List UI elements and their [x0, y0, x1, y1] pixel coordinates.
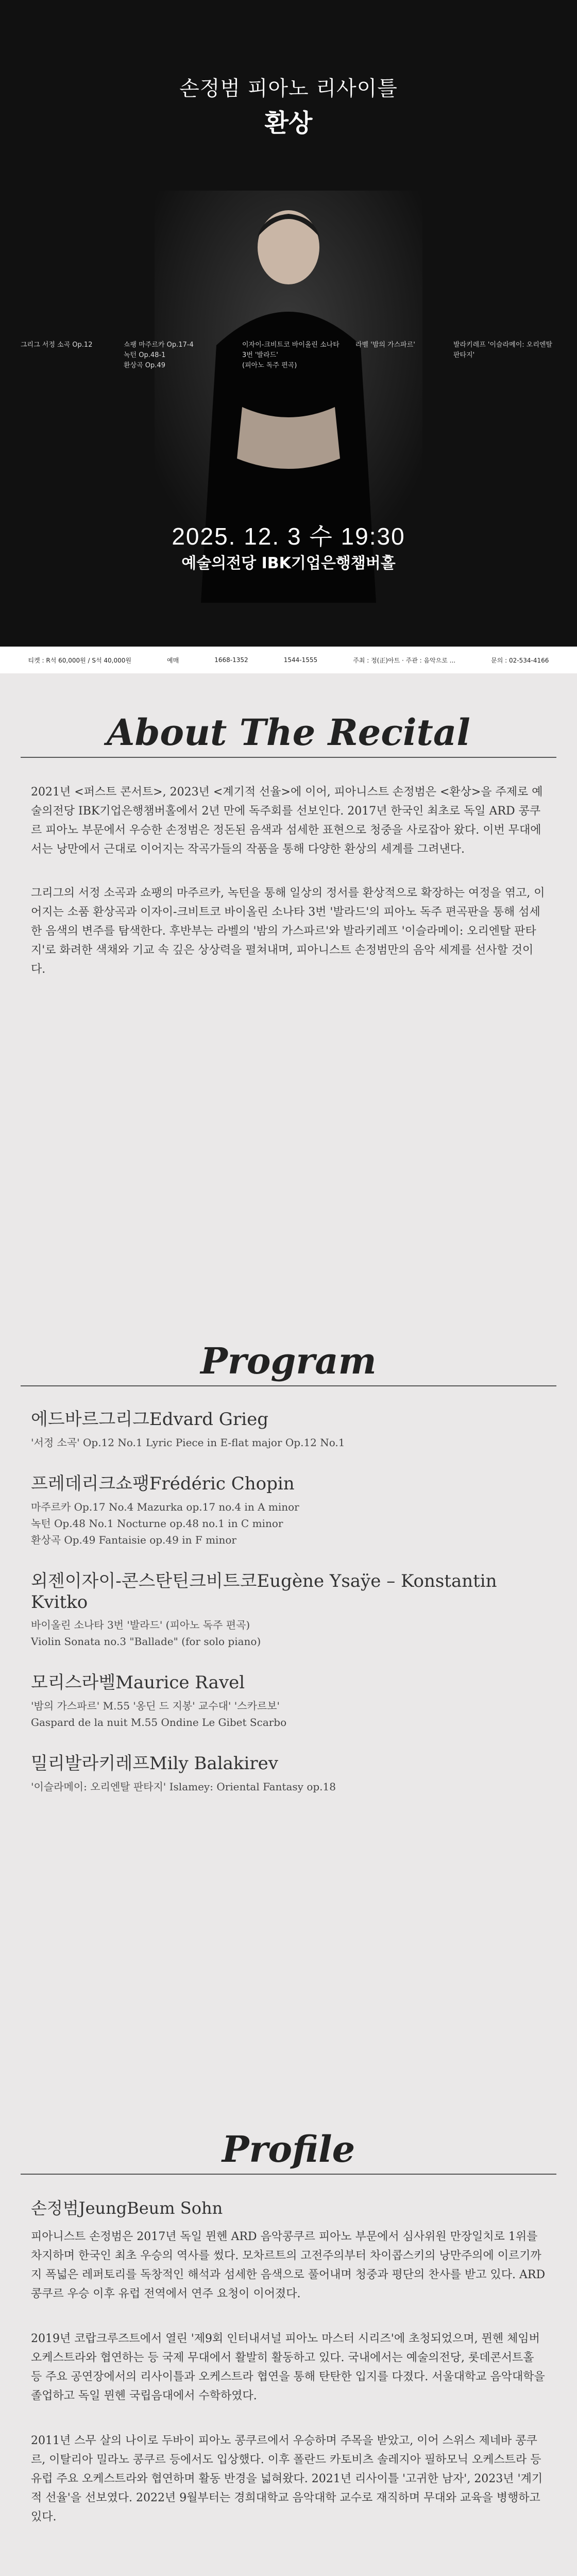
poster-program-3: 이자이-크비트코 바이올린 소나타 3번 '발라드' (피아노 독주 편곡) — [242, 341, 340, 369]
concert-date: 2025. 12. 3 수 19:30 — [172, 523, 405, 550]
composer-name: 프레데리크쇼팽Frédéric Chopin — [31, 1473, 295, 1494]
divider — [21, 2174, 556, 2175]
program-item — [31, 1567, 546, 1650]
ticket-info-strip — [0, 647, 577, 673]
booking-phone-1[interactable]: 1668-1352 — [214, 656, 248, 664]
concert-venue: 예술의전당 IBK기업은행챔버홀 — [181, 554, 396, 572]
organizer: 주최 : 정(正)아트 · 주관 : 음악으로 ... — [353, 656, 456, 664]
profile-title: Profile — [222, 2128, 355, 2171]
work-title: '밤의 가스파르' M.55 '옹딘 드 지봉' 교수대' '스카르보' — [31, 1700, 280, 1712]
program-item — [31, 1469, 546, 1548]
program-title: Program — [200, 1340, 377, 1382]
profile-section — [0, 2128, 577, 2527]
composer-name: 에드바르그리그Edvard Grieg — [31, 1409, 268, 1430]
work-title: '이슬라메이: 오리엔탈 판타지' Islamey: Oriental Fantasy op.18 — [31, 1781, 336, 1793]
composer-name: 밀리발라키레프Mily Balakirev — [31, 1753, 278, 1774]
work-title: 녹턴 Op.48 No.1 Nocturne op.48 no.1 in C minor — [31, 1517, 283, 1530]
about-paragraph: 2021년 <퍼스트 콘서트>, 2023년 <계기적 선율>에 이어, 피아니스트 손정범은 <환상>을 주제로 예술의전당 IBK기업은행챔버홀에서 2년 만에 독주회를 선보인다. 2017년 한국인 최초로 독일 ARD 콩쿠르 피아노 부문에서 우승한 손정범은 정돈된 음색과 섬세한 표현으로 청중을 사로잡아 왔다. 이번 무대에서는 낭만에서 근대로 이어지는 작곡가들의 작품을 통해 다양한 환상의 세계를 그려낸다. — [31, 786, 543, 856]
divider — [21, 757, 556, 758]
work-title: 환상곡 Op.49 Fantaisie op.49 in F minor — [31, 1534, 236, 1546]
composer-name: 외젠이자이-콘스탄틴크비트코Eugène Ysaÿe – Konstantin Kvitko — [31, 1571, 497, 1613]
about-section — [0, 711, 577, 979]
inquiry[interactable]: 문의 : 02-534-4166 — [491, 656, 549, 664]
program-item — [31, 1405, 546, 1451]
work-title: 바이올린 소나타 3번 '발라드' (피아노 독주 편곡) — [31, 1619, 250, 1631]
poster-program-1: 그리그 서정 소곡 Op.12 — [21, 341, 93, 349]
program-item — [31, 1668, 546, 1731]
poster-title: 손정범 피아노 리사이틀 — [179, 77, 398, 100]
about-title: About The Recital — [107, 711, 470, 754]
about-paragraph: 그리그의 서정 소곡과 쇼팽의 마주르카, 녹턴을 통해 일상의 정서를 환상적으로 확장하는 여정을 엮고, 이어지는 소품 환상곡과 이자이-크비트코 바이올린 소나타 3번 '발라드'의 피아노 독주 편곡판을 통해 섬세한 음색의 변주를 탐색한다. 후반부는 라벨의 '밤의 가스파르'와 발라키레프 '이슬라메이: 오리엔탈 판타지'로 화려한 색채와 기교 속 깊은 상상력을 펼쳐내며, 피아니스트 손정범만의 음악 세계를 선사할 것이다. — [31, 887, 545, 976]
ticket-price: 티켓 : R석 60,000원 / S석 40,000원 — [28, 656, 131, 664]
program-item — [31, 1749, 546, 1795]
booking-label: 예매 — [167, 656, 179, 664]
work-title: Gaspard de la nuit M.55 Ondine Le Gibet Scarbo — [31, 1716, 287, 1728]
poster-program-4: 라벨 '밤의 가스파르' — [355, 341, 415, 349]
program-section — [0, 1340, 577, 1795]
composer-name: 모리스라벨Maurice Ravel — [31, 1672, 245, 1693]
poster-hero — [0, 0, 577, 647]
profile-paragraph: 2011년 스무 살의 나이로 두바이 피아노 콩쿠르에서 우승하며 주목을 받았고, 이어 스위스 제네바 콩쿠르, 이탈리아 밀라노 콩쿠르 등에서도 입상했다. 이후 폴란드 카토비츠 솔레지아 필하모닉 오케스트라 등 유럽 주요 오케스트라와 협연하며 활동 반경을 넓혀왔다. 2021년 리사이틀 '고귀한 남자', 2023년 '계기적 선율'을 선보였다. 2022년 9월부터는 경희대학교 음악대학 교수로 재직하며 무대와 교육을 병행하고 있다. — [31, 2434, 543, 2523]
performer-name: 손정범JeungBeum Sohn — [31, 2198, 223, 2218]
poster-subtitle: 환상 — [264, 109, 313, 138]
divider — [21, 1385, 556, 1386]
work-title: Violin Sonata no.3 "Ballade" (for solo piano) — [31, 1635, 261, 1648]
work-title: 마주르카 Op.17 No.4 Mazurka op.17 no.4 in A minor — [31, 1501, 299, 1513]
work-title: '서정 소곡' Op.12 No.1 Lyric Piece in E-flat major Op.12 No.1 — [31, 1436, 345, 1449]
profile-paragraph: 2019년 코랍크루즈트에서 열린 '제9회 인터내셔널 피아노 마스터 시리즈'에 초청되었으며, 뮌헨 체임버 오케스트라와 협연하는 등 국제 무대에서 활발히 활동하고 있다. 국내에서는 예술의전당, 롯데콘서트홀 등 주요 공연장에서의 리사이틀과 오케스트라 협연을 통해 탄탄한 입지를 다졌다. 서울대학교 음악대학을 졸업하고 독일 뮌헨 국립음대에서 수학하였다. — [31, 2332, 545, 2402]
profile-paragraph: 피아니스트 손정범은 2017년 독일 뮌헨 ARD 음악콩쿠르 피아노 부문에서 심사위원 만장일치로 1위를 차지하며 한국인 최초 우승의 역사를 썼다. 모차르트의 고전주의부터 차이콥스키의 낭만주의에 이르기까지 폭넓은 레퍼토리를 독창적인 해석과 섬세한 음색으로 풀어내며 청중과 평단의 찬사를 받고 있다. ARD 콩쿠르 우승 이후 유럽 전역에서 연주 요청이 이어졌다. — [31, 2230, 546, 2300]
booking-phone-2[interactable]: 1544-1555 — [283, 656, 318, 664]
poster-program-5: 발라키레프 '이슬라메이: 오리엔탈 판타지' — [453, 341, 553, 359]
poster-program-2: 쇼팽 마주르카 Op.17-4 녹턴 Op.48-1 환상곡 Op.49 — [124, 341, 194, 369]
